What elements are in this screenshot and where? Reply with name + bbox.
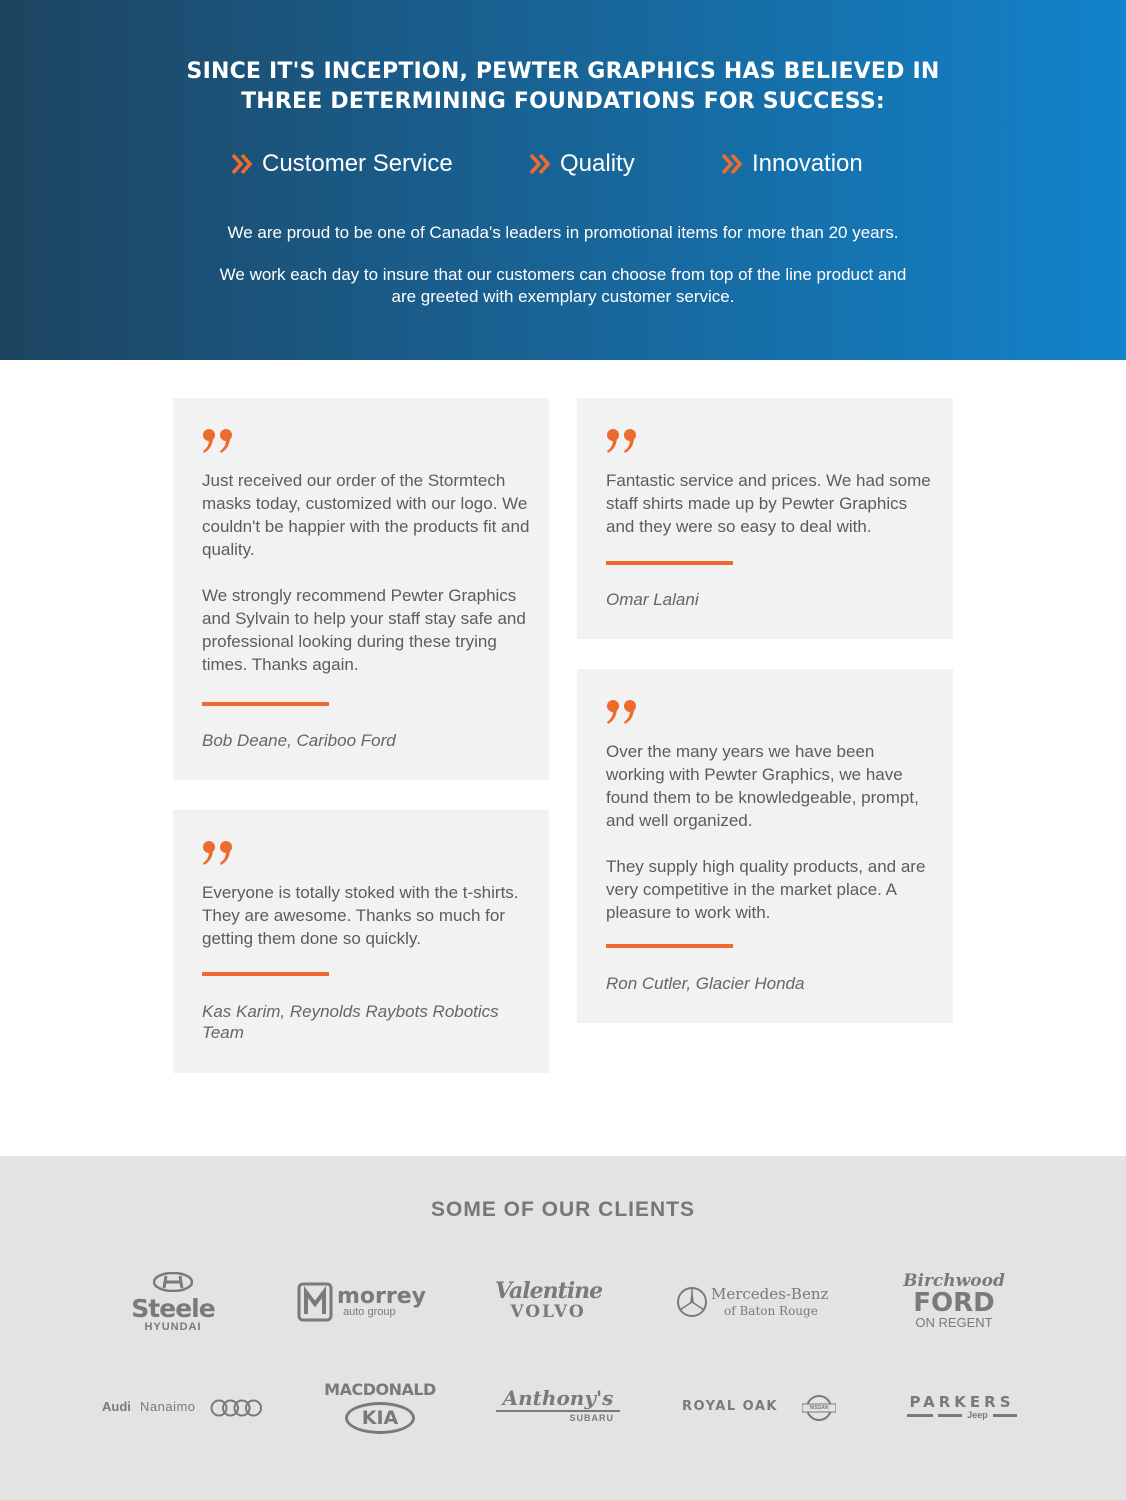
pillar-label: Customer Service — [262, 150, 453, 177]
client-logo-parkers — [898, 1394, 1026, 1422]
testimonial-paragraph: Fantastic service and prices. We had some staff shirts made up by Pewter Graphics and they were so easy to deal with. — [606, 471, 931, 536]
logo-text: Valentine — [495, 1278, 603, 1304]
testimonial-paragraph: Just received our order of the Stormtech masks today, customized with our logo. We couldn't be happier with the products fit and quality. — [202, 471, 530, 559]
client-logo-valentine-volvo — [495, 1278, 601, 1326]
hero-title — [0, 57, 1126, 117]
testimonial-card — [577, 669, 953, 1023]
divider — [202, 972, 329, 976]
pillar-quality — [528, 150, 635, 178]
logo-subtext: of Baton Rouge — [724, 1304, 818, 1318]
testimonial-author: Bob Deane, Cariboo Ford — [202, 731, 396, 750]
morrey-m-icon — [297, 1282, 333, 1322]
client-logo-macdonald-kia — [324, 1380, 436, 1438]
testimonial-paragraph: Over the many years we have been working with Pewter Graphics, we have found them to be knowledgeable, prompt, and well organized. — [606, 742, 919, 830]
testimonial-text — [606, 469, 935, 538]
quote-icon — [606, 699, 638, 725]
client-logo-morrey — [297, 1282, 426, 1324]
client-logo-mercedes-benz — [674, 1284, 828, 1322]
double-chevron-right-icon — [230, 151, 256, 177]
hero-title-line1: SINCE IT'S INCEPTION, PEWTER GRAPHICS HAS BELIEVED IN — [186, 59, 940, 84]
logo-subtext: NISSAN — [809, 1405, 829, 1411]
audi-rings-icon — [210, 1398, 262, 1418]
double-chevron-right-icon — [528, 151, 554, 177]
logo-text: MACDONALD — [324, 1380, 436, 1399]
testimonial-author: Ron Cutler, Glacier Honda — [606, 974, 805, 993]
divider — [606, 561, 733, 565]
divider — [202, 702, 329, 706]
client-logo-anthonys-subaru — [496, 1386, 620, 1428]
testimonial-author: Kas Karim, Reynolds Raybots Robotics Team — [202, 1002, 499, 1042]
testimonial-text — [202, 881, 531, 950]
testimonial-author: Omar Lalani — [606, 590, 699, 609]
client-logo-audi-nanaimo — [100, 1396, 264, 1420]
testimonial-paragraph: We strongly recommend Pewter Graphics and Sylvain to help your staff stay safe and professional looking during these trying times. Thanks again. — [202, 586, 526, 674]
logo-subtext: HYUNDAI — [144, 1321, 202, 1333]
testimonial-card — [577, 398, 953, 639]
clients-title: SOME OF OUR CLIENTS — [430, 1198, 695, 1221]
logo-subtext: VOLVO — [510, 1302, 586, 1322]
quote-icon — [202, 428, 234, 454]
testimonial-card — [173, 810, 549, 1073]
client-logo-steele-hyundai — [120, 1272, 226, 1334]
double-chevron-right-icon — [720, 151, 746, 177]
logo-text: Birchwood — [903, 1271, 1005, 1291]
testimonial-text — [606, 740, 935, 924]
logo-subtext: auto group — [343, 1306, 396, 1318]
hyundai-logo-icon — [153, 1272, 193, 1292]
quote-icon — [606, 428, 638, 454]
logo-subtext: ON REGENT — [915, 1315, 993, 1330]
logo-text: Anthony's — [496, 1386, 620, 1412]
hero-paragraph-1: We are proud to be one of Canada's leaders in promotional items for more than 20 years. — [227, 223, 899, 242]
logo-text: Steele — [131, 1294, 215, 1323]
chrysler-mark — [907, 1414, 933, 1417]
logo-text: FORD — [913, 1288, 995, 1318]
pillar-label: Innovation — [752, 150, 863, 177]
logo-subtext: SUBARU — [569, 1413, 614, 1423]
logo-text: Audi — [102, 1399, 131, 1414]
testimonial-paragraph: They supply high quality products, and are very competitive in the market place. A pleasure to work with. — [606, 857, 926, 922]
dodge-mark — [938, 1414, 962, 1417]
testimonial-paragraph: Everyone is totally stoked with the t-shirts. They are awesome. Thanks so much for getting them done so quickly. — [202, 883, 519, 948]
testimonial-text — [202, 469, 531, 676]
logo-text: Mercedes-Benz — [711, 1285, 829, 1303]
ram-mark — [993, 1414, 1017, 1417]
logo-text: ROYAL OAK — [682, 1399, 778, 1414]
pillar-innovation — [720, 150, 863, 178]
client-logo-birchwood-ford — [898, 1272, 1010, 1334]
hero-banner — [0, 0, 1126, 360]
testimonial-card — [173, 398, 549, 780]
divider — [606, 944, 733, 948]
foundations-list — [0, 150, 1126, 186]
jeep-mark: Jeep — [967, 1410, 988, 1420]
logo-subtext: KIA — [345, 1402, 415, 1434]
logo-sub-brands — [898, 1410, 1026, 1420]
logo-text: PARKERS — [909, 1393, 1015, 1411]
logo-text: Nanaimo — [140, 1399, 196, 1414]
hero-title-line2: THREE DETERMINING FOUNDATIONS FOR SUCCESS: — [241, 89, 885, 114]
pillar-customer-service — [230, 150, 453, 178]
quote-icon — [202, 840, 234, 866]
mercedes-star-icon — [676, 1286, 708, 1318]
client-logo-royal-oak-nissan — [680, 1394, 838, 1422]
logo-text: morrey — [337, 1284, 426, 1309]
pillar-label: Quality — [560, 150, 635, 177]
hero-paragraph-2: We work each day to insure that our customers can choose from top of the line product and are greeted with exemplary customer service. — [219, 265, 907, 306]
